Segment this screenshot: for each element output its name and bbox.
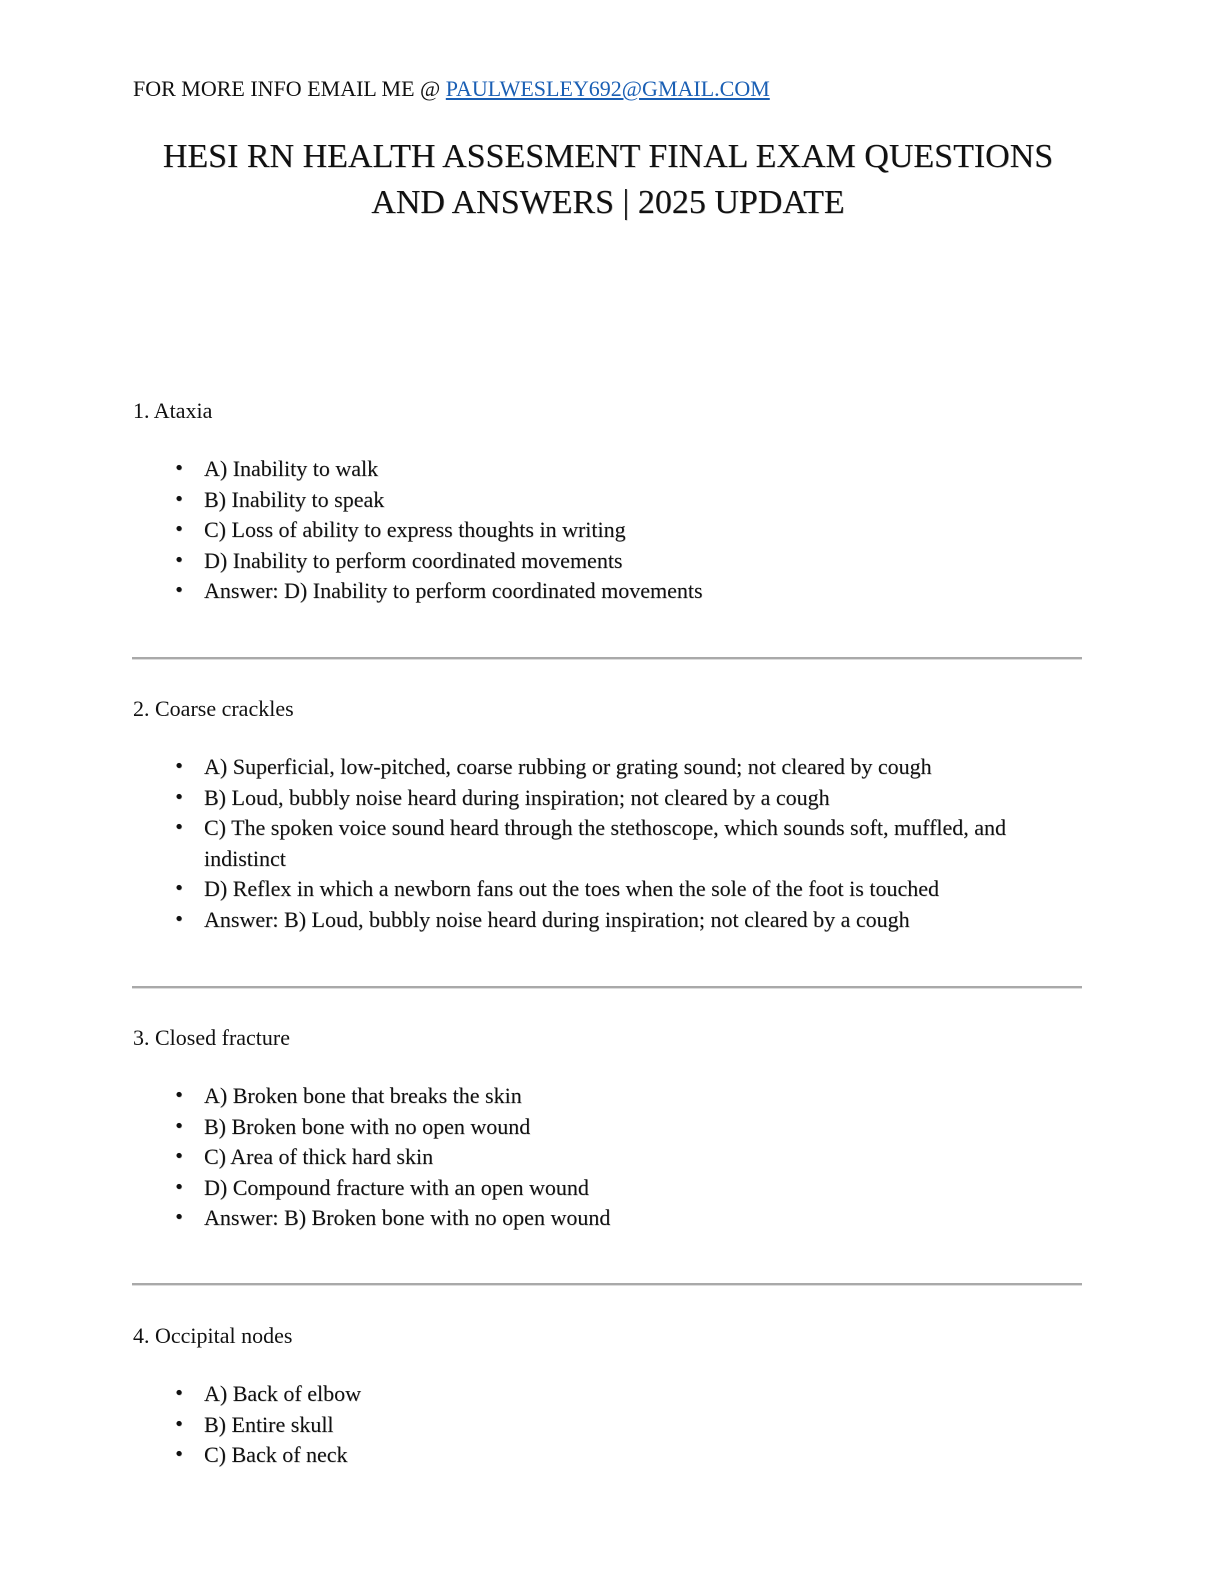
bullet-icon: •	[173, 817, 185, 838]
option-item: • A) Inability to walk	[133, 454, 1093, 485]
question-title: 3. Closed fracture	[133, 1025, 290, 1050]
bullet-icon: •	[173, 878, 185, 899]
question-title: 4. Occipital nodes	[133, 1323, 293, 1348]
document-title	[100, 134, 1116, 226]
answer-item: • Answer: B) Broken bone with no open wound	[133, 1203, 1093, 1234]
horizontal-divider	[132, 986, 1082, 989]
contact-line	[133, 75, 770, 103]
bullet-icon: •	[173, 458, 185, 479]
option-list	[133, 454, 1093, 607]
bullet-icon: •	[173, 1207, 185, 1228]
bullet-icon: •	[173, 756, 185, 777]
option-list	[133, 752, 1093, 935]
answer-item: • Answer: B) Loud, bubbly noise heard during inspiration; not cleared by a cough	[133, 905, 1093, 936]
question-2	[133, 694, 1093, 935]
question-4	[133, 1321, 1093, 1471]
bullet-icon: •	[173, 1115, 185, 1137]
bullet-icon: •	[173, 1146, 185, 1167]
bullet-icon: •	[173, 1085, 185, 1106]
contact-prefix: FOR MORE INFO EMAIL ME @	[133, 76, 446, 101]
question-3	[133, 1023, 1093, 1234]
option-item: • B) Inability to speak	[133, 485, 1093, 516]
option-item: • C) Loss of ability to express thoughts in writing	[133, 515, 1093, 546]
bullet-icon: •	[173, 786, 185, 808]
horizontal-divider	[132, 1283, 1082, 1286]
option-item: • D) Inability to perform coordinated movements	[133, 546, 1093, 577]
bullet-icon: •	[173, 1444, 185, 1465]
option-item: • D) Reflex in which a newborn fans out the toes when the sole of the foot is touched	[133, 874, 1093, 905]
option-item: • A) Superficial, low-pitched, coarse rubbing or grating sound; not cleared by cough	[133, 752, 1093, 783]
option-list	[133, 1081, 1093, 1234]
question-1	[133, 396, 1093, 607]
question-title: 1. Ataxia	[133, 398, 213, 423]
bullet-icon: •	[173, 580, 185, 601]
option-list	[133, 1379, 1093, 1471]
bullet-icon: •	[173, 1176, 185, 1198]
option-item: • A) Back of elbow	[133, 1379, 1093, 1410]
option-item: • C) The spoken voice sound heard through the stethoscope, which sounds soft, muffled, and indistinct	[133, 813, 1093, 874]
option-item: • C) Back of neck	[133, 1440, 1093, 1471]
answer-item: • Answer: D) Inability to perform coordinated movements	[133, 576, 1093, 607]
horizontal-divider	[132, 657, 1082, 660]
option-item: • B) Entire skull	[133, 1410, 1093, 1441]
bullet-icon: •	[173, 549, 185, 571]
title-line-2: AND ANSWERS | 2025 UPDATE	[371, 184, 845, 221]
title-line-1: HESI RN HEALTH ASSESMENT FINAL EXAM QUESTIONS	[162, 138, 1054, 175]
bullet-icon: •	[173, 519, 185, 540]
bullet-icon: •	[173, 908, 185, 930]
bullet-icon: •	[173, 1383, 185, 1404]
option-item: • B) Loud, bubbly noise heard during inspiration; not cleared by a cough	[133, 783, 1093, 814]
bullet-icon: •	[173, 1413, 185, 1435]
option-item: • B) Broken bone with no open wound	[133, 1112, 1093, 1143]
option-item: • A) Broken bone that breaks the skin	[133, 1081, 1093, 1112]
bullet-icon: •	[173, 488, 185, 510]
question-title: 2. Coarse crackles	[133, 696, 294, 721]
option-item: • D) Compound fracture with an open wound	[133, 1173, 1093, 1204]
option-item: • C) Area of thick hard skin	[133, 1142, 1093, 1173]
contact-email-link[interactable]: PAULWESLEY692@GMAIL.COM	[445, 76, 770, 101]
